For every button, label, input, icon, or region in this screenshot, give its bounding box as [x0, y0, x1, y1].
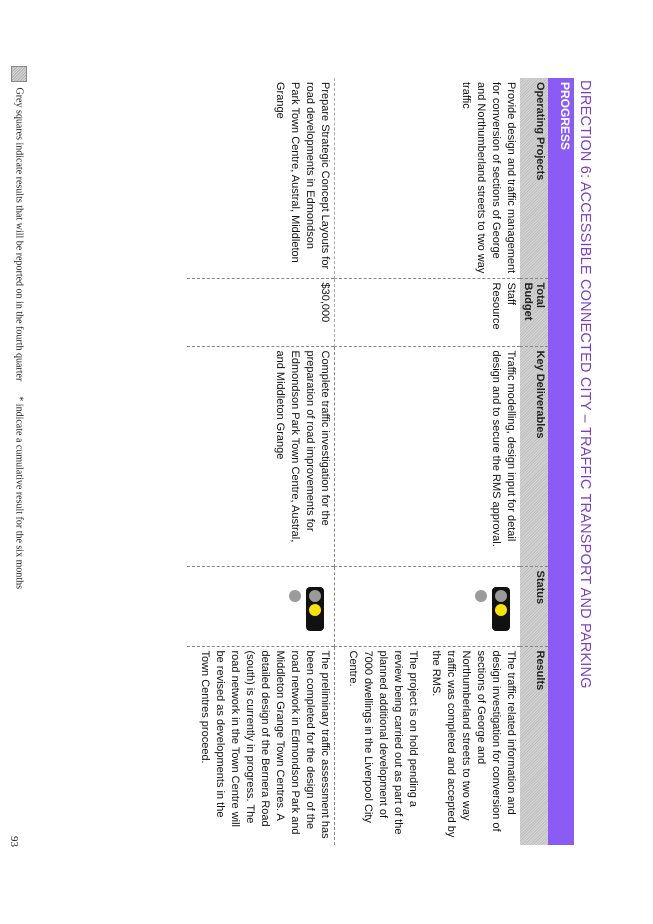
result-paragraph: The traffic related information and design investigation for conversion of sections of George and Northumberland streets to two way traffic was completed and accepted by the RMS.: [430, 650, 517, 838]
project-results: [335, 646, 521, 845]
project-budget: $30,000: [187, 278, 335, 346]
table-row: [335, 78, 521, 845]
legend-grey-note: Grey squares indicate results that will be reported on in the fourth quarter: [13, 87, 25, 382]
page-title: DIRECTION 6: ACCESSIBLE CONNECTED CITY – TRAFFIC TRANSPORT AND PARKING: [577, 80, 593, 689]
legend-cumulative-note: * indicate a cumulative result for the six months: [13, 396, 25, 590]
grey-square-icon: [11, 66, 27, 82]
project-results: [187, 646, 335, 845]
project-deliverables: Complete traffic investigation for the preparation of road improvements for Edmondson Park Town Centre, Austral, and Middleton Grange: [187, 346, 335, 566]
project-deliverables: Traffic modelling, design input for detail design and to secure the RMS approval.: [335, 346, 521, 566]
header-status: Status: [520, 566, 548, 646]
progress-table: [187, 78, 574, 845]
project-name: Prepare Strategic Concept Layouts for road developments in Edmondson Park Town Centre, Austral, Middleton Grange: [187, 78, 335, 278]
header-key-deliverables: Key Deliverables: [520, 346, 548, 566]
section-bar: [548, 78, 574, 845]
header-operating-projects: Operating Projects: [520, 78, 548, 278]
result-paragraph: The project is on hold pending a review being carried out as part of the planned additional development of 7000 dwellings in the Liverpool City Centre.: [347, 650, 419, 835]
traffic-light-amber-icon: [306, 587, 324, 631]
project-status: [187, 566, 335, 646]
section-label: PROGRESS: [548, 78, 574, 845]
header-results: Results: [520, 646, 548, 845]
page-number: 93: [8, 836, 20, 847]
legend: [11, 66, 27, 589]
project-status: [335, 566, 521, 646]
header-row: [520, 78, 548, 845]
project-name: Provide design and traffic management for conversion of sections of George and Northumberland streets to two way traffic: [335, 78, 521, 278]
result-paragraph: The preliminary traffic assessment has been completed for the design of the road network in Edmondson Park and Middleton Grange Town Centres. A detailed design of the Bernera Road (south) is currently in progress. The road network in the Town Centre will be revised as developments in the Town Centres proceed.: [199, 650, 331, 839]
project-budget: Staff Resource: [335, 278, 521, 346]
header-total-budget: Total Budget: [520, 278, 548, 346]
traffic-light-amber-icon: [492, 587, 510, 631]
table-row: [187, 78, 335, 845]
